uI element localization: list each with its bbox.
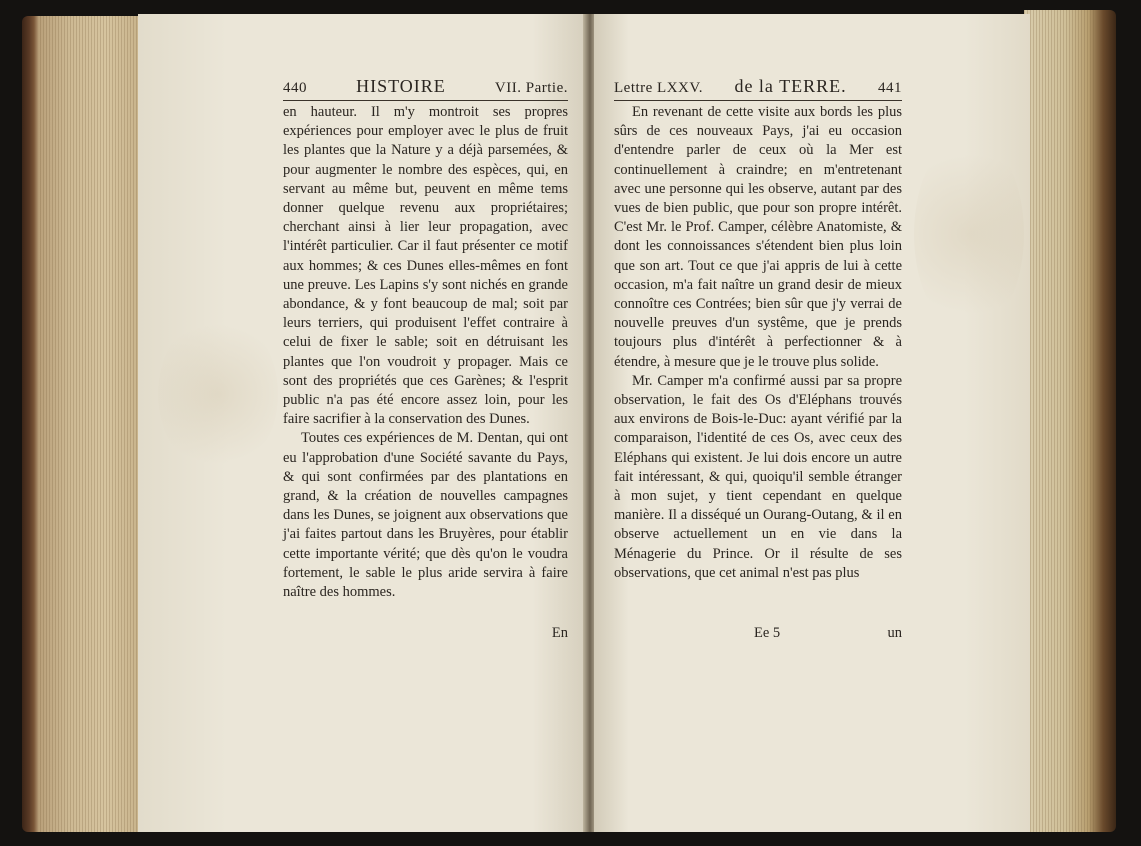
header-rule: [283, 100, 568, 101]
catchword: En: [551, 625, 568, 641]
left-page-header: [283, 76, 568, 97]
signature-mark: Ee 5: [754, 625, 781, 641]
right-page-text: [614, 103, 902, 583]
left-page-edges: [22, 16, 142, 832]
part-label: VII. Partie.: [494, 80, 568, 96]
right-page-header: [614, 76, 902, 97]
paragraph: en hauteur. Il m'y montroit ses propres expériences pour employer avec le plus de fruit les plantes que la Nature y a déjà parsemées, & pour augmenter le nombre des espèces, qui, en servant au même but, peuvent en même tems donner quelque revenu aux propriétaires; cherchant ainsi à lier leur propagation, avec l'intérêt particulier. Car il faut présenter ce motif aux hommes; & ces Dunes elles-mêmes en font une preuve. Les Lapins s'y sont nichés en grande abondance, & y font beaucoup de mal; soit par leurs terriers, qui produisent l'effet contraire à celui de fixer le sable; soit en détruisant les plantes que l'on voudroit y propager. Mais ce sont des propriétés que ces Garènes; & l'esprit public n'a pas été encore assez loin, pour les faire sacrifier à la conservation des Dunes.: [283, 104, 568, 428]
paper-stain: [158, 314, 278, 474]
page-number: 440: [283, 80, 307, 96]
right-page: [594, 14, 1030, 832]
header-rule: [614, 100, 902, 101]
paragraph: Mr. Camper m'a confirmé aussi par sa propre observation, le fait des Os d'Eléphans trouvés aux environs de Bois-le-Duc: ayant vérifié par la comparaison, l'identité de ces Os, avec ceux des Eléphans qui existent. Je lui dois encore un autre fait intéressant, & qui, quoiqu'il semble étranger à mon sujet, y tient cependant en quelque manière. Il a disséqué un Ourang-Outang, & il en observe actuellement un en vie dans la Ménagerie du Prince. Or il résulte de ses observations, que cet animal n'est pas plus: [614, 372, 902, 581]
paper-stain: [914, 134, 1024, 334]
page-number: 441: [877, 80, 902, 96]
letter-label: Lettre LXXV.: [614, 80, 704, 96]
catchword: un: [887, 625, 902, 641]
right-page-edges: [1024, 10, 1116, 832]
running-title: HISTOIRE: [356, 76, 446, 96]
paragraph: En revenant de cette visite aux bords les plus sûrs de ces nouveaux Pays, j'ai eu occasion d'entendre parler de ceux où la Mer est continuellement à craindre; en m'entretenant avec une personne qui les observe, autant par des vues de bien public, que pour son propre intérêt. C'est Mr. le Prof. Camper, célèbre Anatomiste, & dont les connoissances s'étendent bien plus loin que son art. Tout ce que j'ai appris de lui à cette occasion, m'a fait naître un grand desir de mieux connoître ces Contrées; bien sûr que j'y verrai de nouvelle preuves d'un systême, que je prends toujours plus d'intérêt à perfectionner & à étendre, à mesure que je le trouve plus solide.: [614, 104, 902, 370]
paragraph: Toutes ces expériences de M. Dentan, qui ont eu l'approbation d'une Société savante du Pays, & qui sont confirmées par des plantations en grand, & la création de nouvelles campagnes dans les Dunes, se joignent aux observations que j'ai faites partout dans les Bruyères, pour établir cette importante vérité; que dès qu'on le voudra fortement, le sable le plus aride servira à faire naître des hommes.: [283, 430, 568, 601]
left-page-text: [283, 103, 568, 602]
running-title: de la TERRE.: [734, 76, 847, 96]
left-page: [138, 14, 586, 832]
